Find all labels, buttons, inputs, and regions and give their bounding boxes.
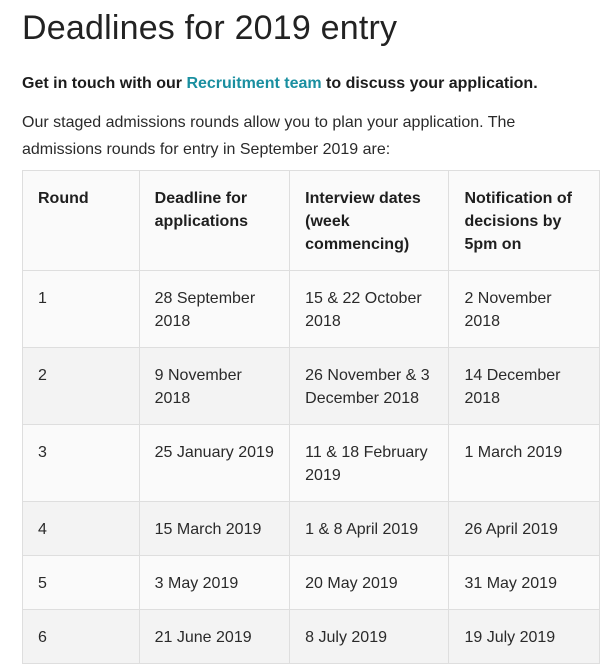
cell-round: 2	[23, 348, 140, 425]
table-row	[23, 348, 600, 425]
header-deadline: Deadline for applications	[139, 171, 290, 271]
cell-deadline: 15 March 2019	[139, 502, 290, 556]
table-row	[23, 610, 600, 664]
cell-interview-dates: 26 November & 3 December 2018	[290, 348, 449, 425]
cell-interview-dates: 11 & 18 February 2019	[290, 425, 449, 502]
table-row	[23, 556, 600, 610]
table-row	[23, 502, 600, 556]
cell-notification: 2 November 2018	[449, 271, 600, 348]
cell-deadline: 9 November 2018	[139, 348, 290, 425]
table-row	[23, 271, 600, 348]
cell-notification: 1 March 2019	[449, 425, 600, 502]
cell-deadline: 25 January 2019	[139, 425, 290, 502]
recruitment-team-link[interactable]: Recruitment team	[186, 75, 322, 92]
intro-paragraph: Our staged admissions rounds allow you to plan your application. The admissions rounds for entry in September 2019 are:	[22, 114, 516, 158]
cell-notification: 14 December 2018	[449, 348, 600, 425]
contact-prompt-suffix: to discuss your application.	[321, 75, 538, 92]
cell-deadline: 21 June 2019	[139, 610, 290, 664]
cell-round: 5	[23, 556, 140, 610]
cell-interview-dates: 1 & 8 April 2019	[290, 502, 449, 556]
table-body	[23, 271, 600, 664]
cell-deadline: 28 September 2018	[139, 271, 290, 348]
cell-interview-dates: 20 May 2019	[290, 556, 449, 610]
contact-prompt	[22, 74, 538, 94]
cell-notification: 19 July 2019	[449, 610, 600, 664]
admissions-rounds-table	[22, 170, 600, 664]
page-title: Deadlines for 2019 entry	[22, 9, 398, 47]
cell-notification: 31 May 2019	[449, 556, 600, 610]
header-round: Round	[23, 171, 140, 271]
cell-round: 1	[23, 271, 140, 348]
cell-notification: 26 April 2019	[449, 502, 600, 556]
table-header-row	[23, 171, 600, 271]
contact-prompt-prefix: Get in touch with our	[22, 75, 187, 92]
cell-deadline: 3 May 2019	[139, 556, 290, 610]
cell-round: 4	[23, 502, 140, 556]
cell-interview-dates: 15 & 22 October 2018	[290, 271, 449, 348]
header-notification: Notification of decisions by 5pm on	[449, 171, 600, 271]
cell-round: 3	[23, 425, 140, 502]
table-row	[23, 425, 600, 502]
cell-interview-dates: 8 July 2019	[290, 610, 449, 664]
cell-round: 6	[23, 610, 140, 664]
header-interview-dates: Interview dates (week commencing)	[290, 171, 449, 271]
